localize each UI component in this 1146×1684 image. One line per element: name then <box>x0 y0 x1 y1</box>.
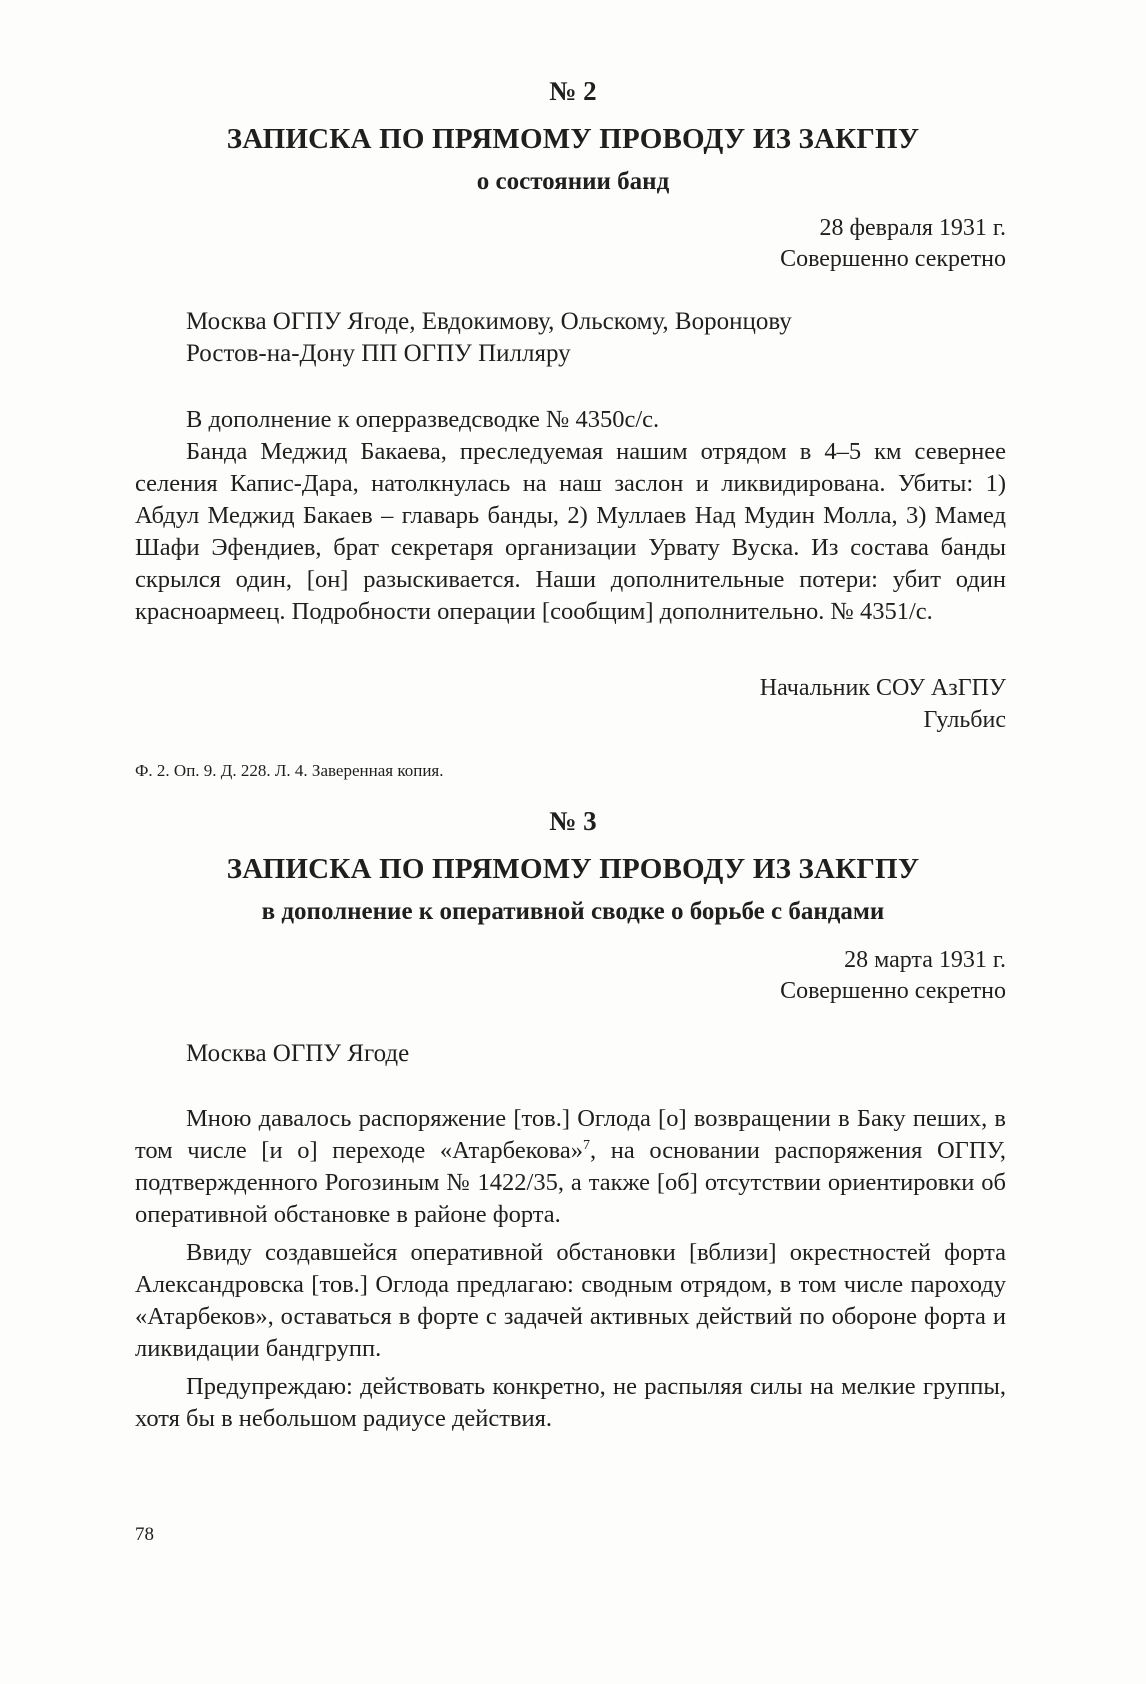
doc2-date: 28 февраля 1931 г. <box>819 215 1006 241</box>
doc3-date: 28 марта 1931 г. <box>844 947 1006 973</box>
doc2-number: № 2 <box>549 76 597 106</box>
doc3-number: № 3 <box>549 806 597 836</box>
doc2-paragraph1: В дополнение к оперразведсводке № 4350с/с. <box>186 406 660 433</box>
doc2-paragraph2: Банда Меджид Бакаева, преследуемая нашим отрядом в 4–5 км севернее селения Капис-Дара, натолкнулась на наш заслон и ликвидирована. Убиты: 1) Абдул Меджид Бакаев – главарь банды, 2) Муллаев Над Мудин Молла, 3) Мамед Шафи Эфендиев, брат секретаря организации Урвату Вуска. Из состава банды скрылся один, [он] разыскивается. Наши дополнительные потери: убит один красноармеец. Подробности операции [сообщим] дополнительно. № 4351/с. <box>135 438 1006 625</box>
footnote-marker: 7 <box>582 1137 590 1153</box>
doc3-paragraph1 <box>135 1103 1006 1231</box>
doc2-subtitle: о состоянии банд <box>476 168 670 195</box>
doc2-signature-position: Начальник СОУ АзГПУ <box>759 675 1006 701</box>
doc2-body <box>135 404 1006 628</box>
doc2-classification: Совершенно секретно <box>780 246 1006 272</box>
doc3-subtitle: в дополнение к оперативной сводке о борьбе с бандами <box>261 898 885 925</box>
doc3-paragraph1-part1: Мною давалось распоряжение [тов.] Оглода [о] возвращении в Баку пеших, в том числе [и о] переходе «Атарбекова» <box>135 1105 1006 1164</box>
doc2-addressee-line2: Ростов-на-Дону ПП ОГПУ Пилляру <box>186 340 571 367</box>
doc2-archive-ref: Ф. 2. Оп. 9. Д. 228. Л. 4. Заверенная копия. <box>135 761 444 780</box>
doc3-title: ЗАПИСКА ПО ПРЯМОМУ ПРОВОДУ ИЗ ЗАКГПУ <box>226 853 920 885</box>
doc3-paragraph2: Ввиду создавшейся оперативной обстановки [вблизи] окрестностей форта Александровска [тов.] Оглода предлагаю: сводным отрядом, в том числе пароходу «Атарбеков», оставаться в форте с задачей активных действий по обороне форта и ликвидации бандгрупп. <box>135 1239 1006 1362</box>
doc2-signature-name: Гульбис <box>923 707 1006 733</box>
doc3-paragraph3: Предупреждаю: действовать конкретно, не распыляя силы на мелкие группы, хотя бы в небольшом радиусе действия. <box>135 1373 1006 1432</box>
page-number: 78 <box>135 1524 154 1545</box>
doc3-body <box>135 1103 1006 1435</box>
doc3-paragraph1-part2: , на основании распоряжения ОГПУ, подтвержденного Рогозиным № 1422/35, а также [об] отсутствии ориентировки об оперативной обстановке в районе форта. <box>135 1137 1006 1228</box>
doc3-addressee-line1: Москва ОГПУ Ягоде <box>186 1040 410 1067</box>
doc2-addressee-line1: Москва ОГПУ Ягоде, Евдокимову, Ольскому, Воронцову <box>186 308 792 335</box>
doc2-title: ЗАПИСКА ПО ПРЯМОМУ ПРОВОДУ ИЗ ЗАКГПУ <box>226 123 920 155</box>
doc3-classification: Совершенно секретно <box>780 978 1006 1004</box>
